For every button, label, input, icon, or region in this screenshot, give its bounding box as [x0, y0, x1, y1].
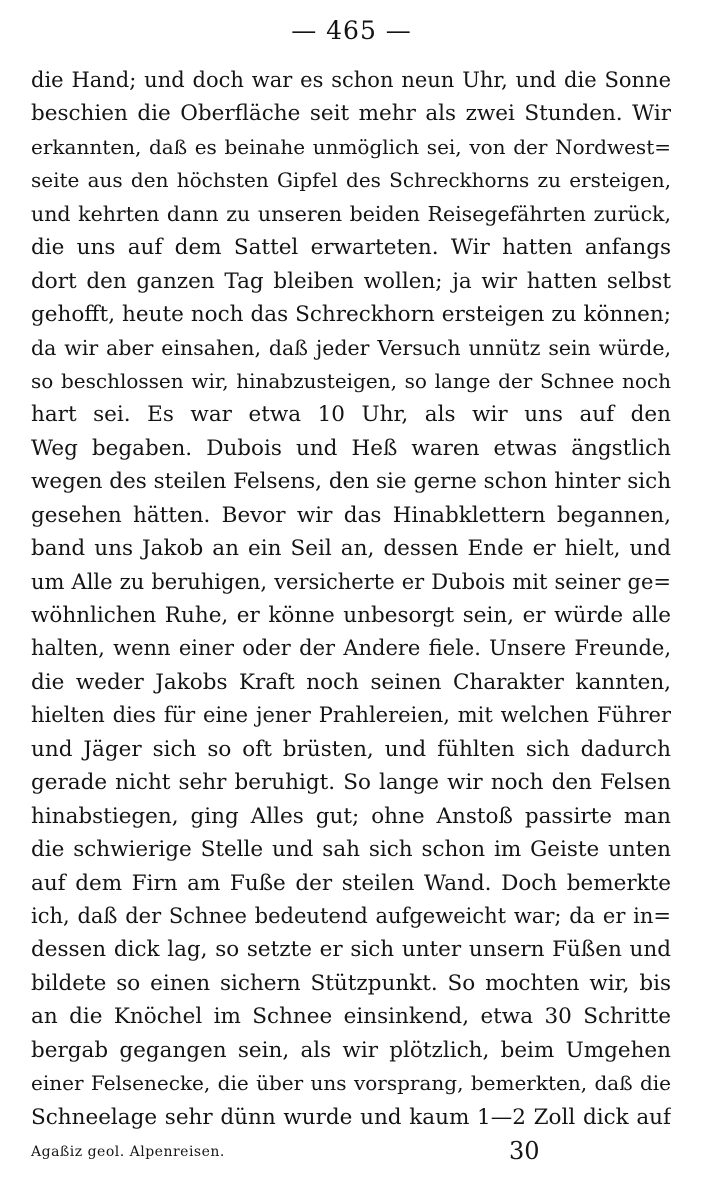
body-text: [31, 64, 671, 1134]
text-line: und Jäger sich so oft brüsten, und fühlten sich dadurch: [31, 736, 671, 762]
text-line: bildete so einen sichern Stützpunkt. So mochten wir, bis: [31, 970, 671, 996]
text-line: hart sei. Es war etwa 10 Uhr, als wir uns auf den: [31, 402, 671, 428]
text-line: die weder Jakobs Kraft noch seinen Charakter kannten,: [31, 669, 671, 695]
text-line: einer Felsenecke, die über uns vorsprang, bemerkten, daß die: [31, 1071, 671, 1096]
text-line: gerade nicht sehr beruhigt. So lange wir noch den Felsen: [31, 770, 671, 796]
text-line: die uns auf dem Sattel erwarteten. Wir hatten anfangs: [31, 235, 671, 261]
text-line: bergab gegangen sein, als wir plötzlich, beim Umgehen: [31, 1037, 671, 1063]
text-line: die schwierige Stelle und sah sich schon im Geiste unten: [31, 837, 671, 863]
text-line: dessen dick lag, so setzte er sich unter unsern Füßen und: [31, 937, 671, 963]
text-line: gesehen hätten. Bevor wir das Hinabklettern begannen,: [31, 502, 671, 528]
text-line: gehofft, heute noch das Schreckhorn ersteigen zu können;: [31, 302, 671, 328]
text-line: beschien die Oberfläche seit mehr als zwei Stunden. Wir: [31, 101, 671, 127]
text-line: an die Knöchel im Schnee einsinkend, etwa 30 Schritte: [31, 1004, 671, 1030]
text-line: die Hand; und doch war es schon neun Uhr, und die Sonne: [31, 68, 671, 92]
signature-mark: Agaßiz geol. Alpenreisen.: [31, 1144, 225, 1160]
text-line: da wir aber einsahen, daß jeder Versuch unnütz sein würde,: [31, 335, 671, 360]
text-line: wegen des steilen Felsens, den sie gerne schon hinter sich: [31, 469, 671, 495]
text-line: auf dem Firn am Fuße der steilen Wand. Doch bemerkte: [31, 870, 671, 896]
text-line: und kehrten dann zu unseren beiden Reisegefährten zurück,: [31, 201, 671, 226]
text-line: hielten dies für eine jener Prahlereien, mit welchen Führer: [31, 703, 671, 728]
text-line: dort den ganzen Tag bleiben wollen; ja wir hatten selbst: [31, 268, 671, 294]
page-footer: [31, 1134, 671, 1168]
sheet-number: 30: [509, 1137, 540, 1165]
text-line: erkannten, daß es beinahe unmöglich sei, von der Nordwest=: [31, 134, 671, 159]
text-line: halten, wenn einer oder der Andere fiele. Unsere Freunde,: [31, 636, 671, 661]
text-line: hinabstiegen, ging Alles gut; ohne Anstoß passirte man: [31, 803, 671, 829]
text-line: ich, daß der Schnee bedeutend aufgeweicht war; da er in=: [31, 903, 671, 928]
page-number: — 465 —: [291, 16, 412, 45]
text-line: wöhnlichen Ruhe, er könne unbesorgt sein, er würde alle: [31, 603, 671, 628]
text-line: seite aus den höchsten Gipfel des Schreckhorns zu ersteigen,: [31, 168, 671, 193]
text-line: so beschlossen wir, hinabzusteigen, so lange der Schnee noch: [31, 368, 671, 393]
text-line: um Alle zu beruhigen, versicherte er Dubois mit seiner ge=: [31, 569, 671, 594]
text-line: Weg begaben. Dubois und Heß waren etwas ängstlich: [31, 435, 671, 461]
text-line: band uns Jakob an ein Seil an, dessen Ende er hielt, und: [31, 536, 671, 562]
text-line: Schneelage sehr dünn wurde und kaum 1—2 Zoll dick auf: [31, 1104, 671, 1130]
